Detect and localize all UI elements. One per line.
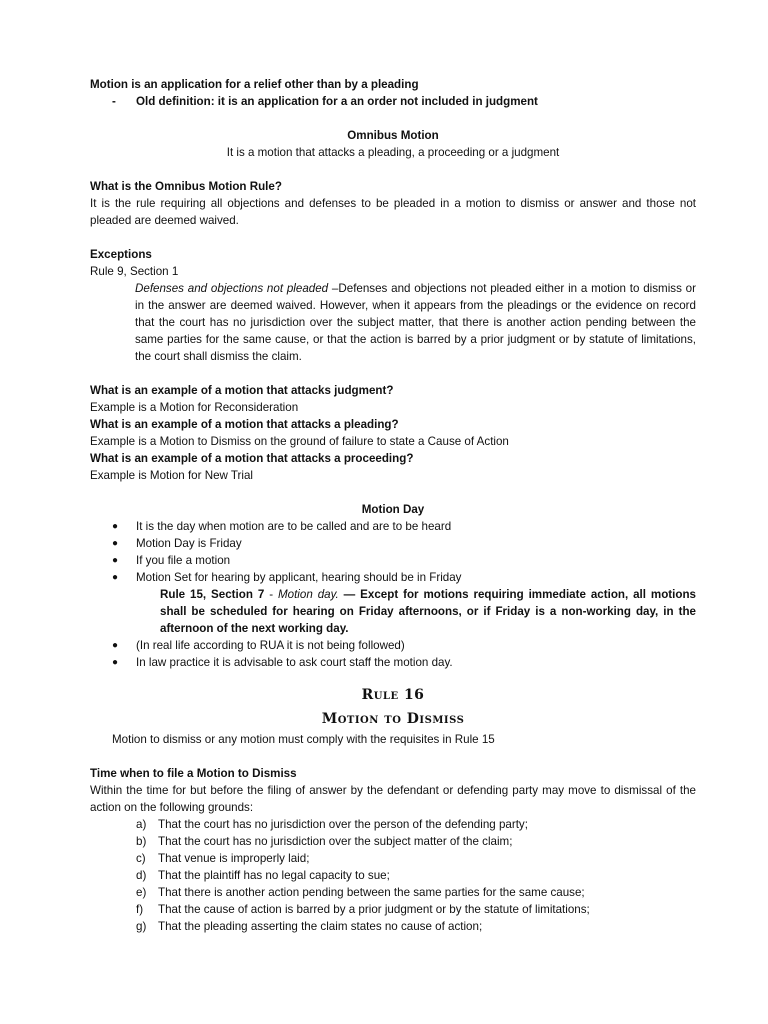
rule16-note: Motion to dismiss or any motion must comply with the requisites in Rule 15 bbox=[112, 733, 495, 746]
rule16-title: Motion to Dismiss bbox=[321, 711, 465, 727]
grounds-list bbox=[90, 816, 696, 935]
bullet-icon: ● bbox=[112, 538, 119, 549]
rule15-ref: Rule 15, Section 7 bbox=[160, 588, 265, 601]
example-question: What is an example of a motion that attacks a proceeding? bbox=[90, 452, 414, 465]
bullet-item: ● Motion Day is Friday bbox=[112, 537, 242, 550]
ground-item: g) That the pleading asserting the claim states no cause of action; bbox=[136, 920, 483, 933]
motion-day-bullets-after bbox=[90, 637, 696, 671]
bullet-item: ● If you file a motion bbox=[112, 554, 231, 567]
dash-marker: - bbox=[112, 95, 116, 108]
bullet-icon: ● bbox=[112, 657, 119, 668]
ground-item: d) That the plaintiff has no legal capacity to sue; bbox=[136, 869, 390, 882]
rule16-number: Rule 16 bbox=[361, 687, 425, 703]
bullet-item: ● In law practice it is advisable to ask court staff the motion day. bbox=[112, 656, 453, 669]
bullet-item: ● (In real life according to RUA it is not being followed) bbox=[112, 639, 405, 652]
old-definition-item bbox=[90, 93, 696, 110]
ground-item: c) That venue is improperly laid; bbox=[136, 852, 310, 865]
rule15-body: — Except for motions requiring immediate action, all motions shall be scheduled for hearing on Friday afternoons, or if Friday is a non-working day, in the afternoon of the next working day. bbox=[160, 588, 696, 635]
time-heading: Time when to file a Motion to Dismiss bbox=[90, 767, 297, 780]
example-answer: Example is a Motion to Dismiss on the ground of failure to state a Cause of Action bbox=[90, 435, 509, 448]
omnibus-heading: Omnibus Motion bbox=[347, 129, 439, 142]
exceptions-quote-title: Defenses and objections not pleaded bbox=[135, 282, 329, 295]
example-question: What is an example of a motion that attacks a pleading? bbox=[90, 418, 399, 431]
bullet-icon: ● bbox=[112, 521, 119, 532]
rule15-title: Motion day. bbox=[277, 588, 339, 601]
motion-day-heading: Motion Day bbox=[361, 503, 425, 516]
document-page bbox=[90, 76, 696, 935]
omnibus-answer: It is the rule requiring all objections and defenses to be pleaded in a motion to dismiss or answer and those not pleaded are deemed waived. bbox=[90, 197, 696, 227]
example-answer: Example is a Motion for Reconsideration bbox=[90, 401, 299, 414]
ground-item: a) That the court has no jurisdiction over the person of the defending party; bbox=[136, 818, 528, 831]
examples-list bbox=[90, 382, 696, 484]
example-answer: Example is Motion for New Trial bbox=[90, 469, 254, 482]
exceptions-rule-ref: Rule 9, Section 1 bbox=[90, 265, 179, 278]
exceptions-quote bbox=[135, 280, 696, 365]
example-question: What is an example of a motion that attacks judgment? bbox=[90, 384, 394, 397]
bullet-item: ● Motion Set for hearing by applicant, hearing should be in Friday bbox=[112, 571, 462, 584]
bullet-item: ● It is the day when motion are to be called and are to be heard bbox=[112, 520, 452, 533]
omnibus-question: What is the Omnibus Motion Rule? bbox=[90, 180, 282, 193]
bullet-icon: ● bbox=[112, 640, 119, 651]
ground-item: e) That there is another action pending between the same parties for the same cause; bbox=[136, 886, 585, 899]
motion-day-bullets bbox=[90, 518, 696, 586]
exceptions-quote-body: –Defenses and objections not pleaded either in a motion to dismiss or in the answer are deemed waived. However, when it appears from the pleadings or the evidence on record that the court has no jurisdiction over the subject matter, that there is another action pending between the same parties for the same cause, or that the action is barred by a prior judgment or by statute of limitations, the court shall dismiss the claim. bbox=[135, 282, 696, 363]
old-definition-text: Old definition: it is an application for a an order not included in judgment bbox=[136, 95, 538, 108]
ground-item: f) That the cause of action is barred by a prior judgment or by the statute of limitations; bbox=[136, 903, 590, 916]
rule15-quote: Rule 15, Section 7 - Motion day. — Except for motions requiring immediate action, all motions shall be scheduled for hearing on Friday afternoons, or if Friday is a non-working day, in the afternoon of the next working day. bbox=[160, 588, 696, 635]
ground-item: b) That the court has no jurisdiction over the subject matter of the claim; bbox=[136, 835, 513, 848]
omnibus-subheading: It is a motion that attacks a pleading, a proceeding or a judgment bbox=[226, 146, 560, 159]
motion-definition: Motion is an application for a relief other than by a pleading bbox=[90, 78, 419, 91]
bullet-icon: ● bbox=[112, 572, 119, 583]
exceptions-heading: Exceptions bbox=[90, 248, 152, 261]
bullet-icon: ● bbox=[112, 555, 119, 566]
time-body: Within the time for but before the filing of answer by the defendant or defending party may move to dismissal of the action on the following grounds: bbox=[90, 784, 696, 814]
